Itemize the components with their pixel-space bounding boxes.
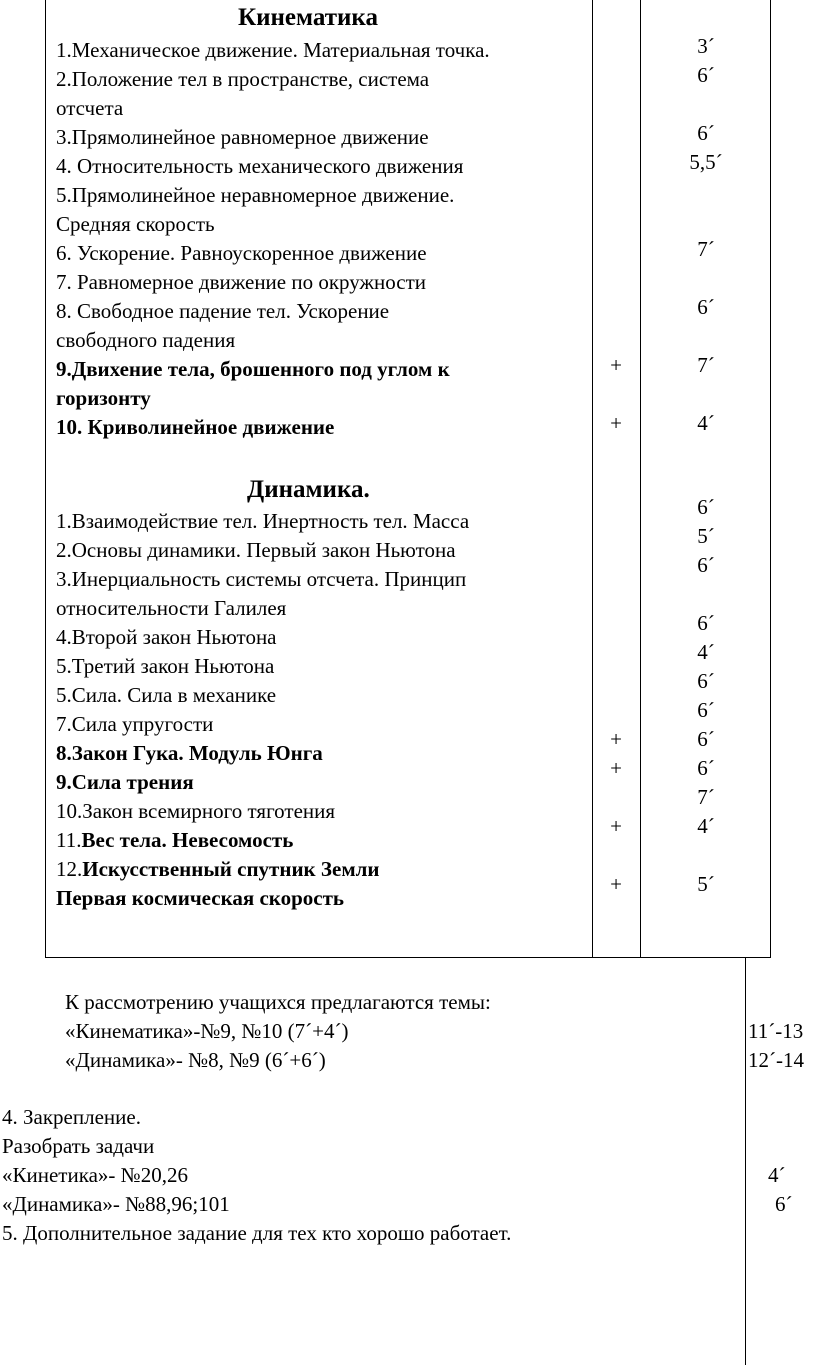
duration-value: 7´ [697,785,715,809]
topic-line: 1.Механическое движение. Материальная точка. [56,38,490,62]
duration-value: 4´ [697,411,715,435]
topic-title: Вес тела. Невесомость [81,828,294,852]
extra-task-line: 5. Дополнительное задание для тех кто хорошо работает. [2,1221,512,1245]
review-item: «Кинематика»-№9, №10 (7´+4´) [65,1019,349,1043]
right-divider [745,958,746,1365]
kinematics-heading: Кинематика [238,4,378,31]
duration-value: 6´ [697,611,715,635]
topic-line: относительности Галилея [56,596,287,620]
duration-value: 4´ [697,640,715,664]
topic-line: 9.Двихение тела, брошенного под углом к [56,357,450,381]
topic-line: 3.Прямолинейное равномерное движение [56,125,429,149]
topic-line: свободного падения [56,328,236,352]
consolidation-line: «Динамика»- №88,96;101 [2,1192,230,1216]
duration-value: 4´ [697,814,715,838]
review-item: «Динамика»- №8, №9 (6´+6´) [65,1048,326,1072]
selection-mark: + [610,756,622,780]
topic-number: 12. [56,857,83,881]
consolidation-line: «Кинетика»- №20,26 [2,1163,188,1187]
duration-value: 6´ [697,669,715,693]
topic-line: 5.Третий закон Ньютона [56,654,275,678]
topic-line: 8. Свободное падение тел. Ускорение [56,299,390,323]
duration-value: 6´ [697,553,715,577]
consolidation-time: 6´ [775,1192,793,1216]
duration-value: 6´ [697,495,715,519]
topic-line: 8.Закон Гука. Модуль Юнга [56,741,323,765]
topic-line: отсчета [56,96,124,120]
topic-line: 5.Сила. Сила в механике [56,683,277,707]
topic-line: Средняя скорость [56,212,215,236]
duration-value: 5´ [697,524,715,548]
selection-mark: + [610,814,622,838]
topic-line: Первая космическая скорость [56,886,345,910]
topic-line [56,826,293,855]
duration-value: 5´ [697,872,715,896]
topic-line: 9.Сила трения [56,770,194,794]
topic-line: 7. Равномерное движение по окружности [56,270,427,294]
duration-value: 6´ [697,756,715,780]
topic-line: горизонту [56,386,151,410]
topic-line: 10. Криволинейное движение [56,415,335,439]
duration-value: 6´ [697,121,715,145]
topic-line: 6. Ускорение. Равноускоренное движение [56,241,427,265]
selection-mark: + [610,727,622,751]
consolidation-time: 4´ [768,1163,786,1187]
topic-line: 4.Второй закон Ньютона [56,625,277,649]
table-border-left [45,0,46,958]
table-border-bottom [45,957,771,958]
topic-line: 2.Положение тел в пространстве, система [56,67,430,91]
selection-mark: + [610,872,622,896]
duration-value: 7´ [697,237,715,261]
topic-line: 7.Сила упругости [56,712,214,736]
topic-line: 1.Взаимодействие тел. Инертность тел. Масса [56,509,470,533]
review-intro: К рассмотрению учащихся предлагаются темы: [65,990,491,1014]
selection-mark: + [610,353,622,377]
duration-value: 6´ [697,63,715,87]
duration-value: 6´ [697,698,715,722]
duration-value: 6´ [697,295,715,319]
topic-line [56,855,380,884]
topic-number: 11. [56,828,82,852]
topic-title: Искусственный спутник Земли [82,857,380,881]
topic-line: 10.Закон всемирного тяготения [56,799,336,823]
review-time: 12´-14 [748,1048,804,1072]
consolidation-title: 4. Закрепление. [2,1105,141,1129]
consolidation-line: Разобрать задачи [2,1134,155,1158]
duration-value: 5,5´ [689,150,723,174]
duration-value: 6´ [697,727,715,751]
duration-value: 3´ [697,34,715,58]
topic-line: 4. Относительность механического движения [56,154,464,178]
topic-line: 2.Основы динамики. Первый закон Ньютона [56,538,456,562]
selection-mark: + [610,411,622,435]
topic-line: 3.Инерциальность системы отсчета. Принцип [56,567,467,591]
topic-line: 5.Прямолинейное неравномерное движение. [56,183,455,207]
review-time: 11´-13 [748,1019,804,1043]
dynamics-heading: Динамика. [247,476,370,503]
duration-value: 7´ [697,353,715,377]
